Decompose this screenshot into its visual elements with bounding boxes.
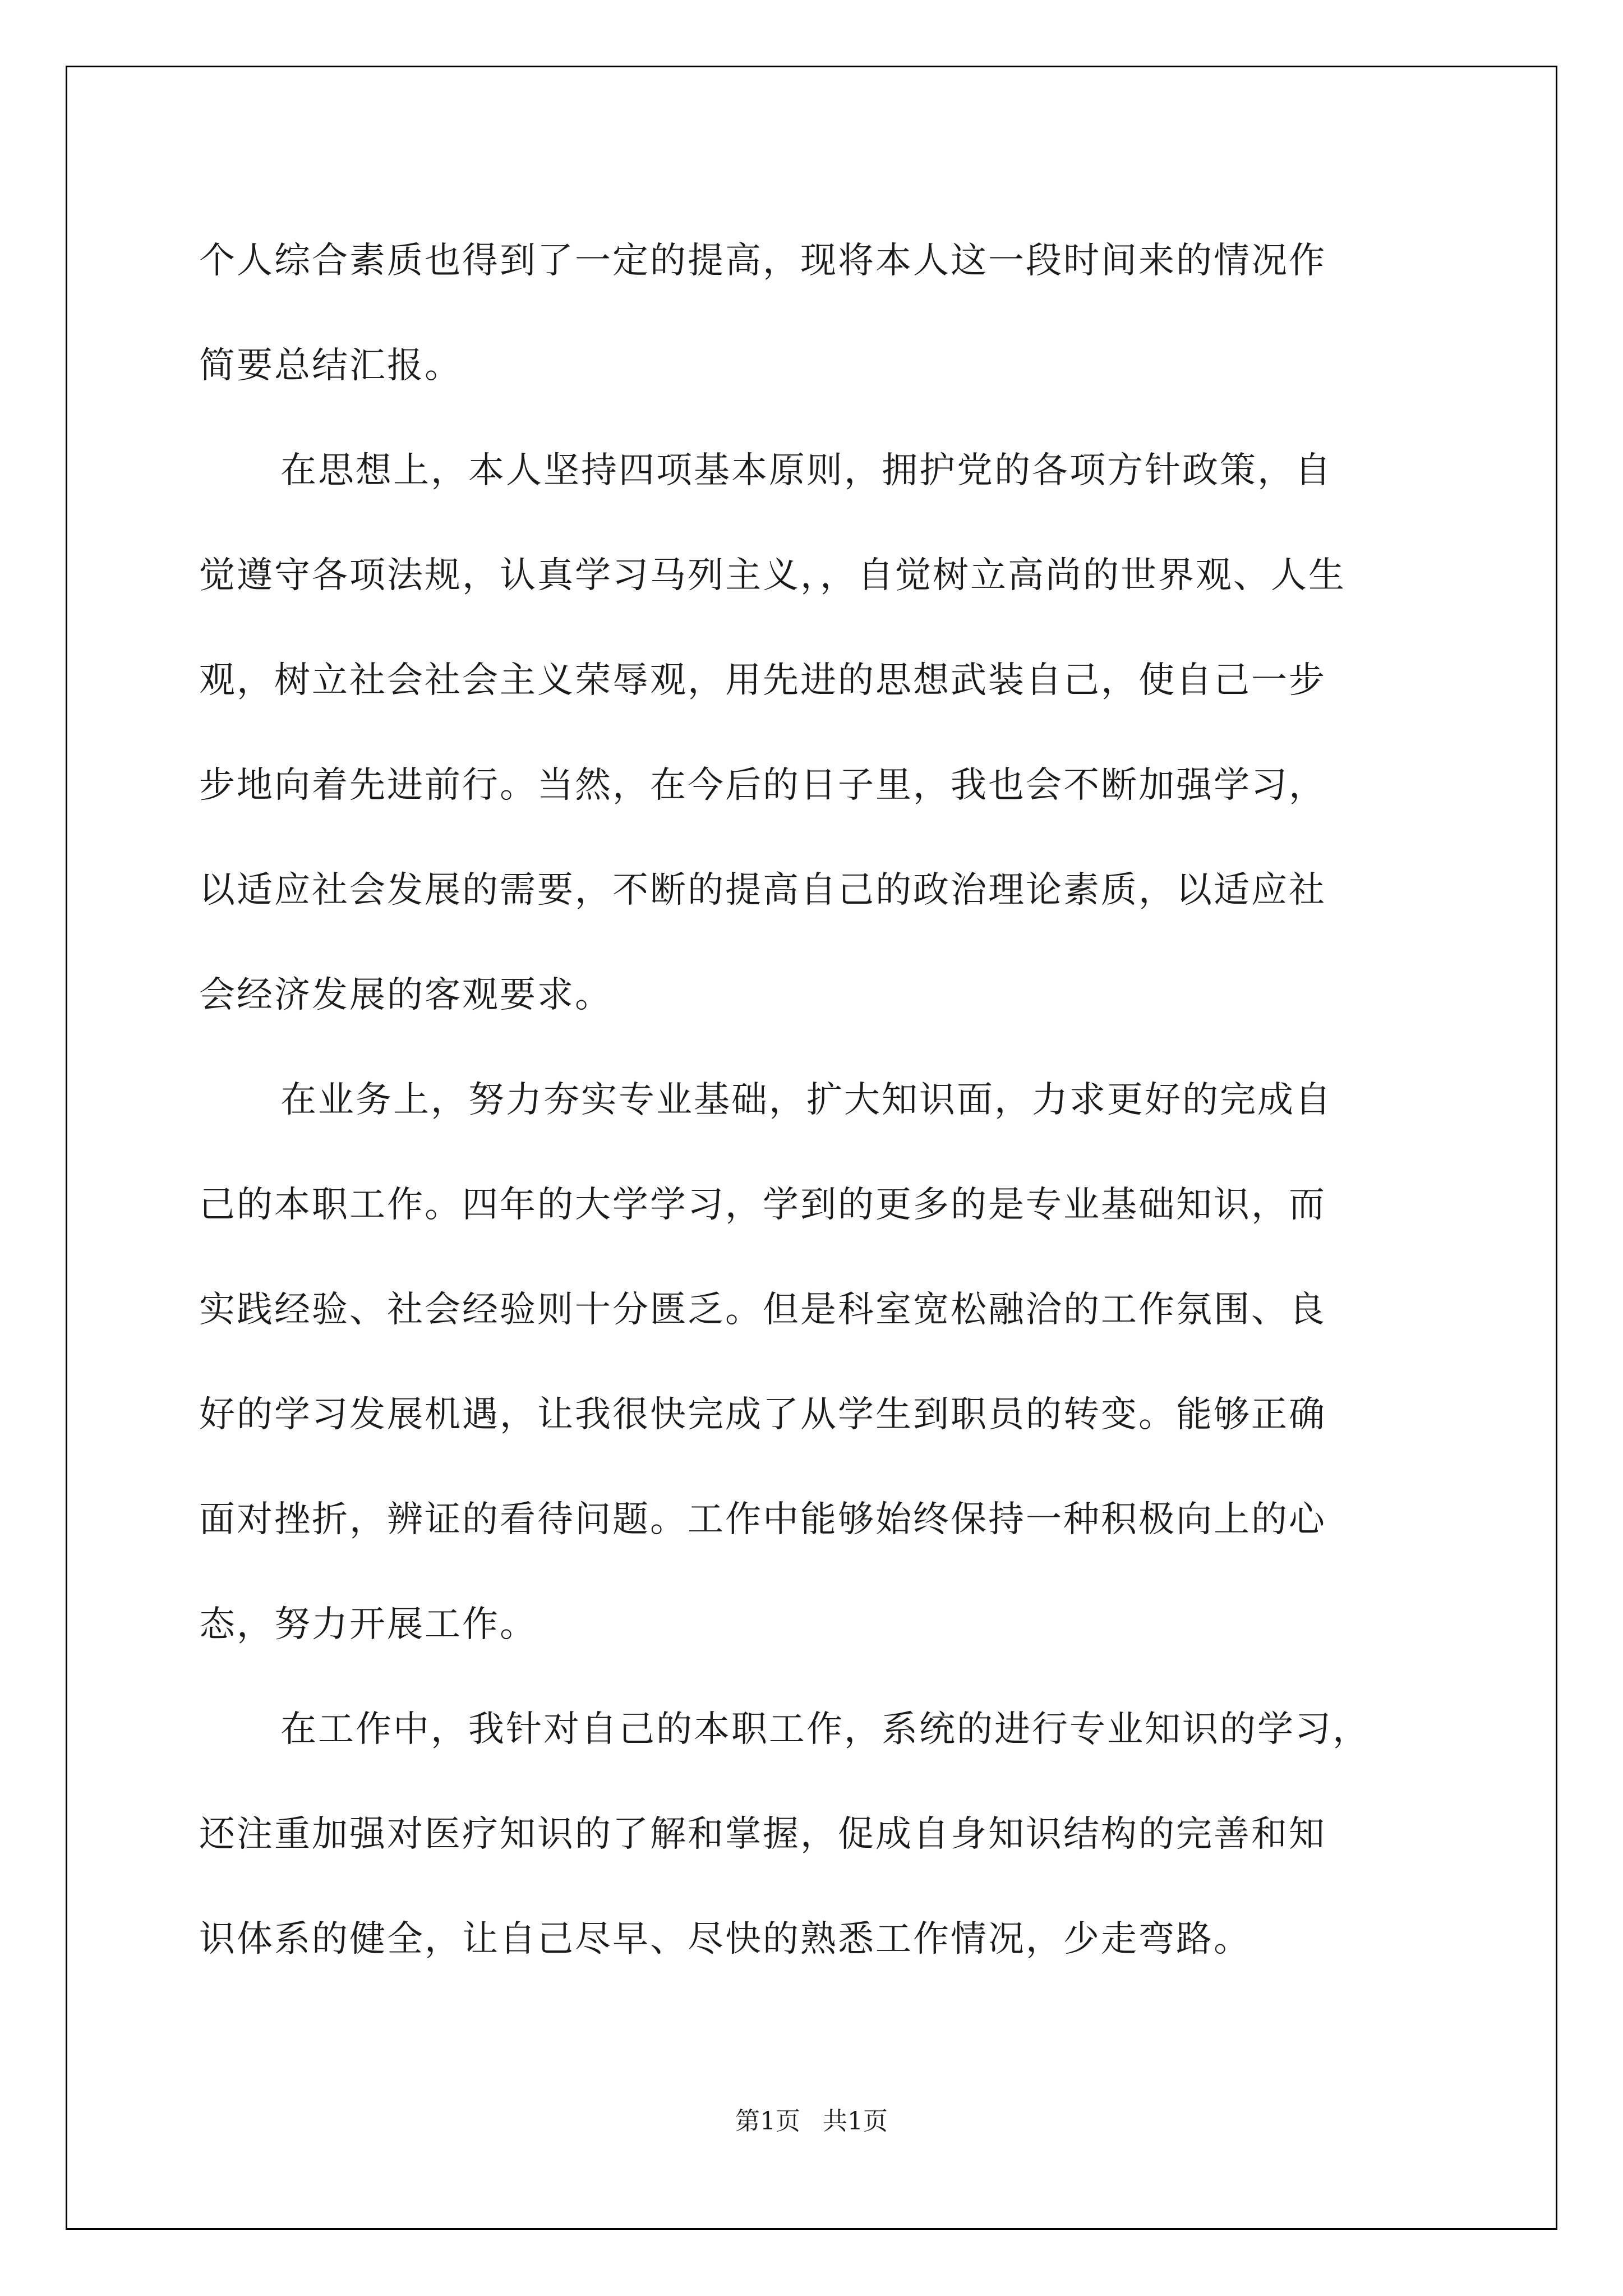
text-line: 个人综合素质也得到了一定的提高，现将本人这一段时间来的情况作 — [199, 240, 1326, 282]
text-line: 观，树立社会社会主义荣辱观，用先进的思想武装自己，使自己一步 — [199, 660, 1326, 701]
page-total: 共1页 — [823, 2107, 888, 2136]
page-number: 第1页 — [735, 2107, 800, 2136]
text-line: 还注重加强对医疗知识的了解和掌握，促成自身知识结构的完善和知 — [199, 1814, 1326, 1855]
text-line: 面对挫折，辨证的看待问题。工作中能够始终保持一种积极向上的心 — [199, 1499, 1326, 1540]
text-line: 简要总结汇报。 — [199, 345, 462, 386]
page-footer — [0, 2101, 1623, 2137]
text-line: 步地向着先进前行。当然，在今后的日子里，我也会不断加强学习， — [199, 765, 1326, 806]
text-line: 好的学习发展机遇，让我很快完成了从学生到职员的转变。能够正确 — [199, 1394, 1326, 1435]
text-line: 在工作中，我针对自己的本职工作，系统的进行专业知识的学习， — [280, 1709, 1370, 1750]
text-line: 在思想上，本人坚持四项基本原则，拥护党的各项方针政策，自 — [280, 450, 1332, 491]
text-line: 态，努力开展工作。 — [199, 1604, 537, 1645]
text-line: 己的本职工作。四年的大学学习，学到的更多的是专业基础知识，而 — [199, 1184, 1326, 1226]
text-line: 觉遵守各项法规，认真学习马列主义，，自觉树立高尚的世界观、人生 — [199, 555, 1346, 596]
document-body — [199, 209, 1455, 1992]
text-line: 以适应社会发展的需要，不断的提高自己的政治理论素质，以适应社 — [199, 869, 1326, 911]
text-line: 在业务上，努力夯实专业基础，扩大知识面，力求更好的完成自 — [280, 1079, 1332, 1121]
text-line: 识体系的健全，让自己尽早、尽快的熟悉工作情况，少走弯路。 — [199, 1918, 1251, 1960]
text-line: 实践经验、社会经验则十分匮乏。但是科室宽松融洽的工作氛围、良 — [199, 1289, 1326, 1331]
text-line: 会经济发展的客观要求。 — [199, 974, 612, 1016]
